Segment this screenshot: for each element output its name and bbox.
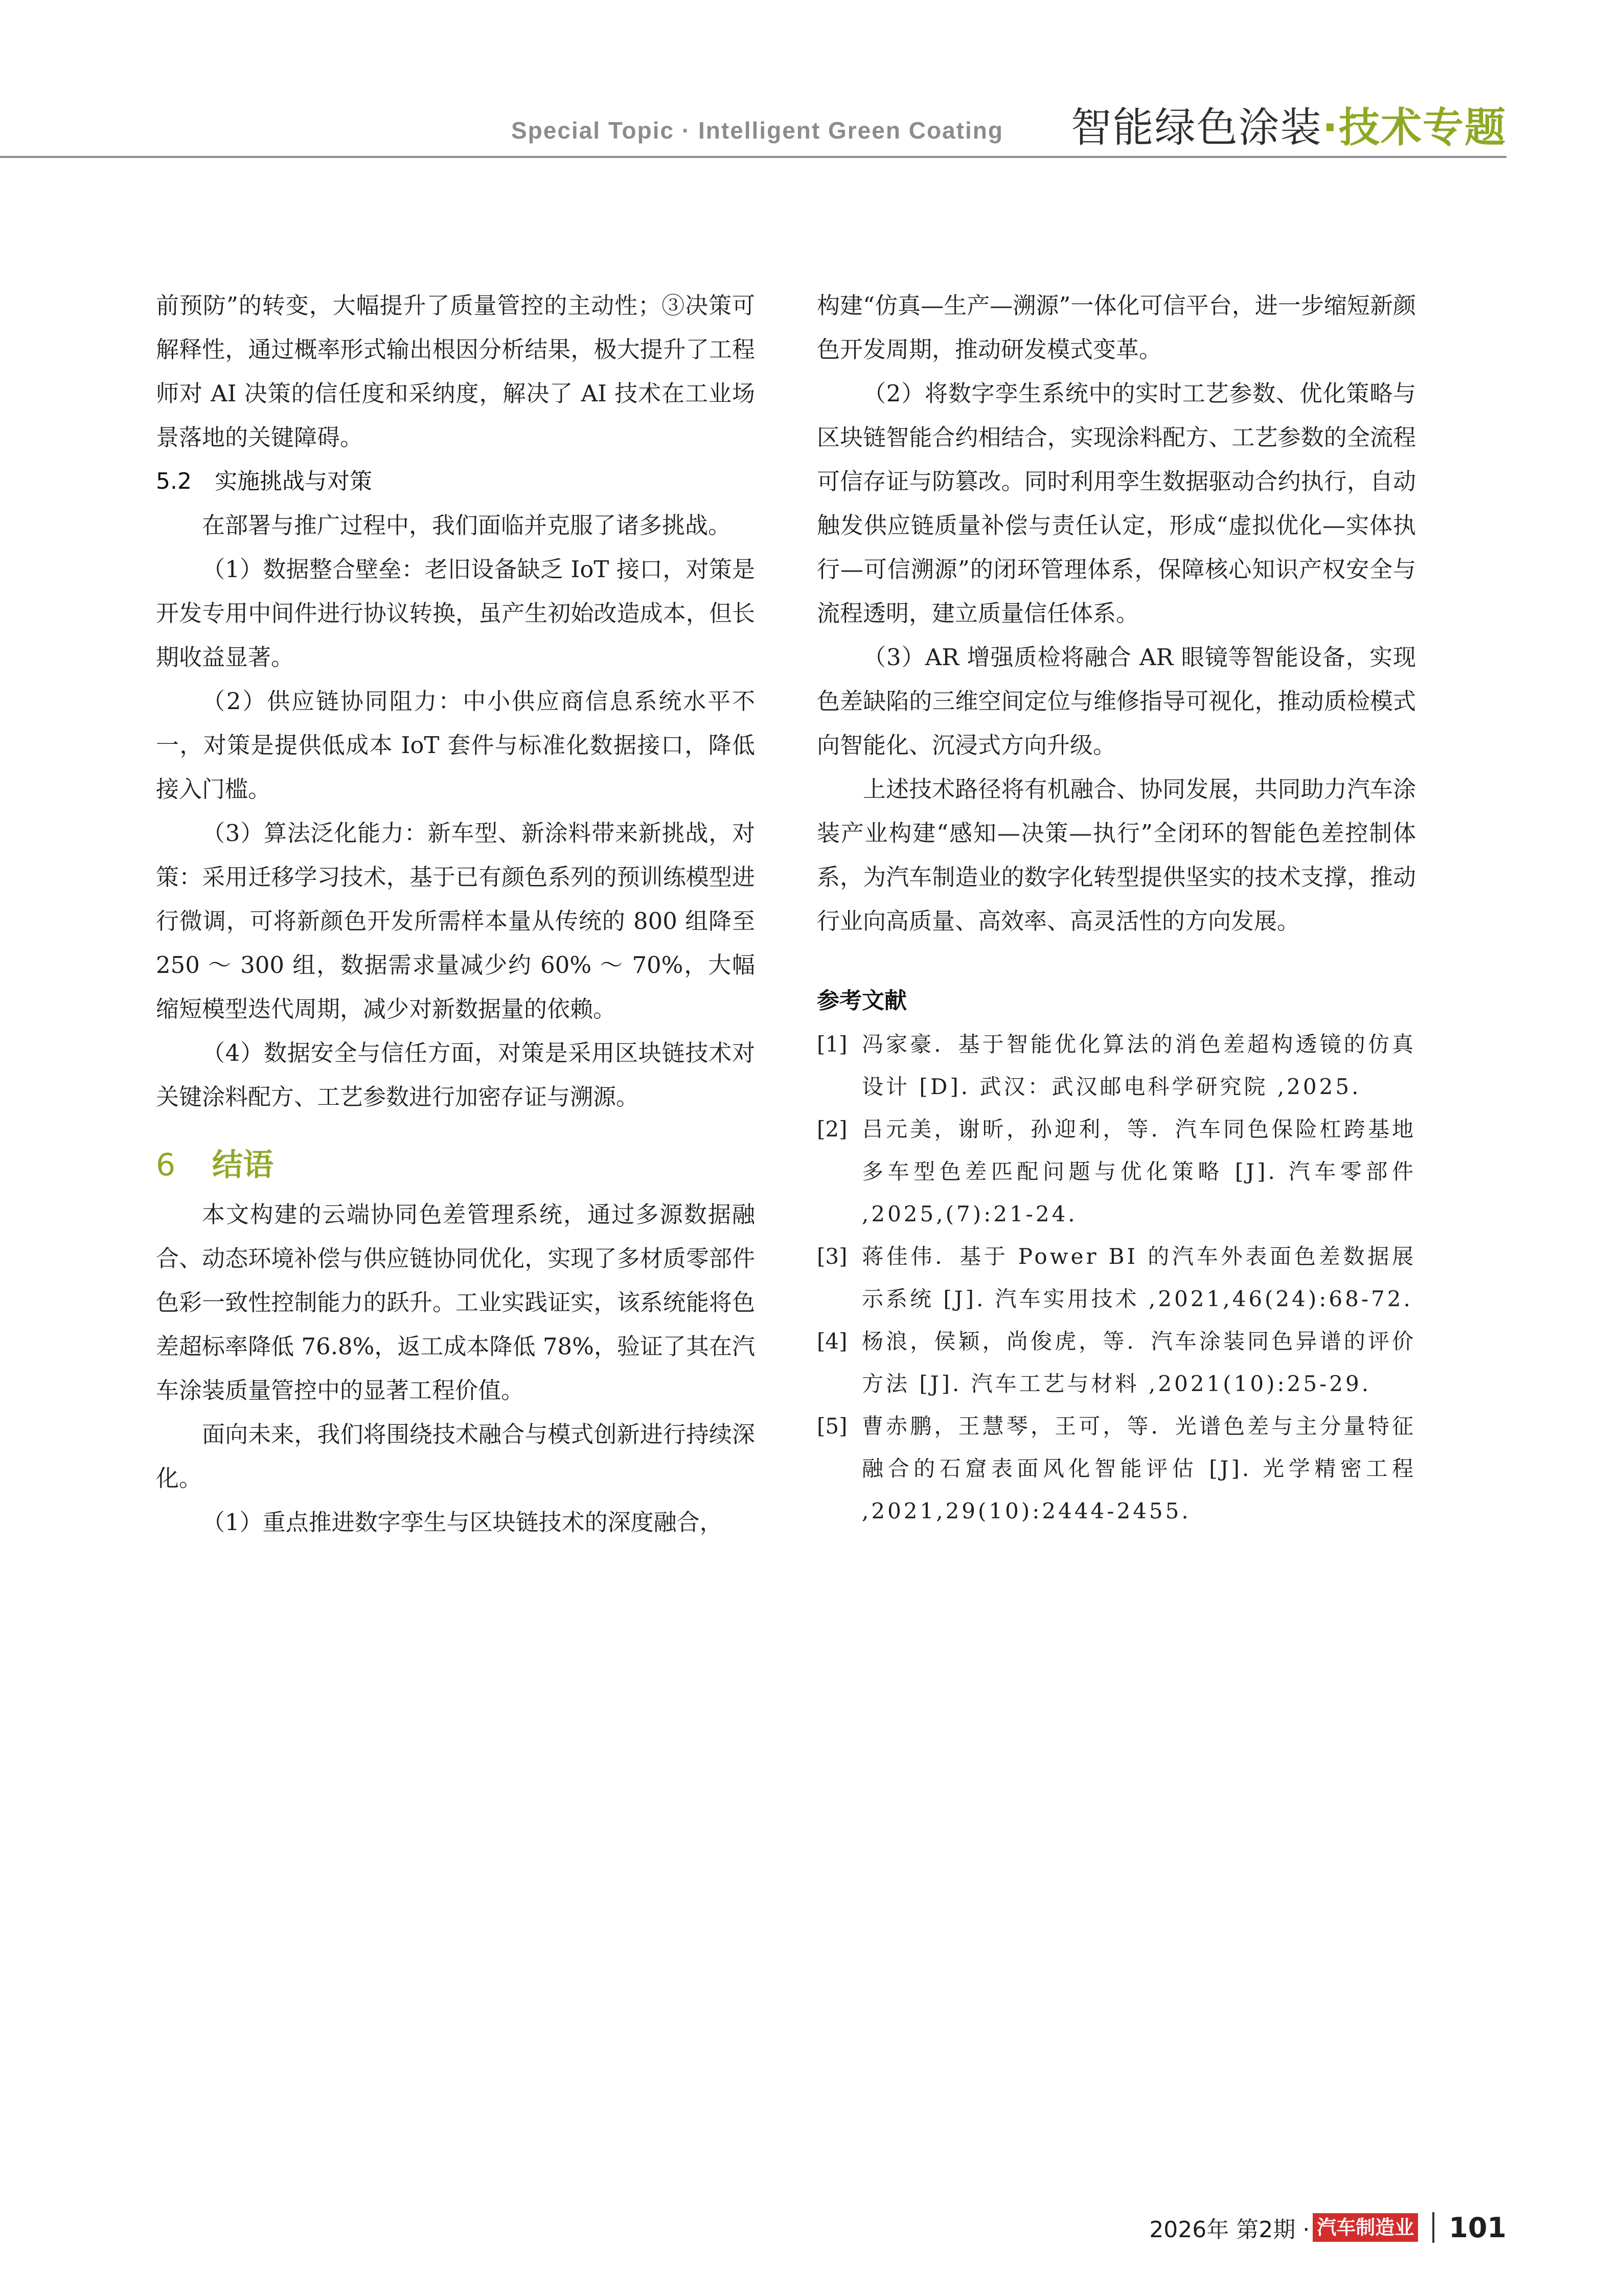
reference-text: 曹赤鹏，王慧琴，王可，等．光谱色差与主分量特征融合的石窟表面风化智能评估 [J]. 光学精密工程 ,2021,29(10):2444-2455. <box>862 1414 1416 1524</box>
header-chinese-title <box>1071 102 1506 153</box>
page-footer <box>1149 2211 1506 2244</box>
subsection-number: 5.2 <box>156 468 192 494</box>
paragraph: （2）供应链协同阻力：中小供应商信息系统水平不一，对策是提供低成本 IoT 套件与标准化数据接口，降低接入门槛。 <box>156 688 755 803</box>
reference-text: 冯家豪．基于智能优化算法的消色差超构透镜的仿真设计 [D]. 武汉：武汉邮电科学研究院 ,2025. <box>862 1032 1416 1099</box>
reference-text: 杨浪，侯颖，尚俊虎，等．汽车涂装同色异谱的评价方法 [J]. 汽车工艺与材料 ,2021(10):25-29. <box>862 1329 1416 1396</box>
reference-item <box>817 1320 1416 1405</box>
paragraph: 构建“仿真—生产—溯源”一体化可信平台，进一步缩短新颜色开发周期，推动研发模式变革。 <box>817 292 1416 363</box>
paragraph: （3）AR 增强质检将融合 AR 眼镜等智能设备，实现色差缺陷的三维空间定位与维修指导可视化，推动质检模式向智能化、沉浸式方向升级。 <box>817 644 1416 759</box>
reference-item <box>817 1235 1416 1320</box>
paragraph: （1）数据整合壁垒：老旧设备缺乏 IoT 接口，对策是开发专用中间件进行协议转换，虽产生初始改造成本，但长期收益显著。 <box>156 556 755 671</box>
reference-list <box>817 1023 1416 1532</box>
paragraph: （4）数据安全与信任方面，对策是采用区块链技术对关键涂料配方、工艺参数进行加密存证与溯源。 <box>156 1039 755 1110</box>
magazine-logo: 汽车制造业 <box>1313 2213 1418 2242</box>
header-topic: 技术专题 <box>1339 104 1506 151</box>
reference-text: 蒋佳伟．基于 Power BI 的汽车外表面色差数据展示系统 [J]. 汽车实用技术 ,2021,46(24):68-72. <box>862 1244 1416 1311</box>
paragraph: 前预防”的转变，大幅提升了质量管控的主动性；③决策可解释性，通过概率形式输出根因分析结果，极大提升了工程师对 AI 决策的信任度和采纳度，解决了 AI 技术在工业场景落地的关键障碍。 <box>156 292 755 451</box>
paragraph: 面向未来，我们将围绕技术融合与模式创新进行持续深化。 <box>156 1421 755 1492</box>
paragraph: （3）算法泛化能力：新车型、新涂料带来新挑战，对策：采用迁移学习技术，基于已有颜色系列的预训练模型进行微调，可将新颜色开发所需样本量从传统的 800 组降至 250 ～ 300 组，数据需求量减少约 60% ～ 70%，大幅缩短模型迭代周期，减少对新数据量的依赖。 <box>156 820 755 1022</box>
subsection-title: 实施挑战与对策 <box>215 468 372 494</box>
header-english-title: Special Topic · Intelligent Green Coating <box>511 117 1003 144</box>
footer-divider <box>1432 2212 1434 2243</box>
paragraph: 上述技术路径将有机融合、协同发展，共同助力汽车涂装产业构建“感知—决策—执行”全闭环的智能色差控制体系，为汽车制造业的数字化转型提供坚实的技术支撑，推动行业向高质量、高效率、高灵活性的方向发展。 <box>817 776 1416 935</box>
paragraph: （1）重点推进数字孪生与区块链技术的深度融合， <box>202 1509 723 1536</box>
reference-item <box>817 1405 1416 1532</box>
section-title: 结语 <box>212 1147 273 1183</box>
left-column <box>156 284 755 1544</box>
reference-number: [5] <box>817 1414 848 1439</box>
header-rule <box>0 156 1506 158</box>
subsection-heading <box>156 460 755 504</box>
reference-number: [4] <box>817 1329 848 1354</box>
page-number: 101 <box>1449 2211 1506 2244</box>
paragraph: 在部署与推广过程中，我们面临并克服了诸多挑战。 <box>202 512 732 539</box>
reference-item <box>817 1108 1416 1235</box>
header-column-name: 智能绿色涂装 <box>1070 104 1322 151</box>
reference-number: [2] <box>817 1117 848 1142</box>
section-number: 6 <box>156 1147 176 1183</box>
reference-item <box>817 1023 1416 1108</box>
right-column <box>817 284 1416 1532</box>
reference-number: [1] <box>817 1032 848 1057</box>
header-dot: · <box>1322 104 1339 151</box>
paragraph: 本文构建的云端协同色差管理系统，通过多源数据融合、动态环境补偿与供应链协同优化，实现了多材质零部件色彩一致性控制能力的跃升。工业实践证实，该系统能将色差超标率降低 76.8%，返工成本降低 78%，验证了其在汽车涂装质量管控中的显著工程价值。 <box>156 1201 755 1404</box>
reference-number: [3] <box>817 1244 848 1269</box>
paragraph: （2）将数字孪生系统中的实时工艺参数、优化策略与区块链智能合约相结合，实现涂料配方、工艺参数的全流程可信存证与防篡改。同时利用孪生数据驱动合约执行，自动触发供应链质量补偿与责任认定，形成“虚拟优化—实体执行—可信溯源”的闭环管理体系，保障核心知识产权安全与流程透明，建立质量信任体系。 <box>817 380 1416 627</box>
references-heading: 参考文献 <box>817 988 907 1014</box>
section-heading <box>156 1140 755 1191</box>
reference-text: 吕元美，谢昕，孙迎利，等．汽车同色保险杠跨基地多车型色差匹配问题与优化策略 [J]. 汽车零部件 ,2025,(7):21-24. <box>862 1117 1416 1226</box>
issue-label: 2026年 第2期 · <box>1149 2217 1310 2243</box>
